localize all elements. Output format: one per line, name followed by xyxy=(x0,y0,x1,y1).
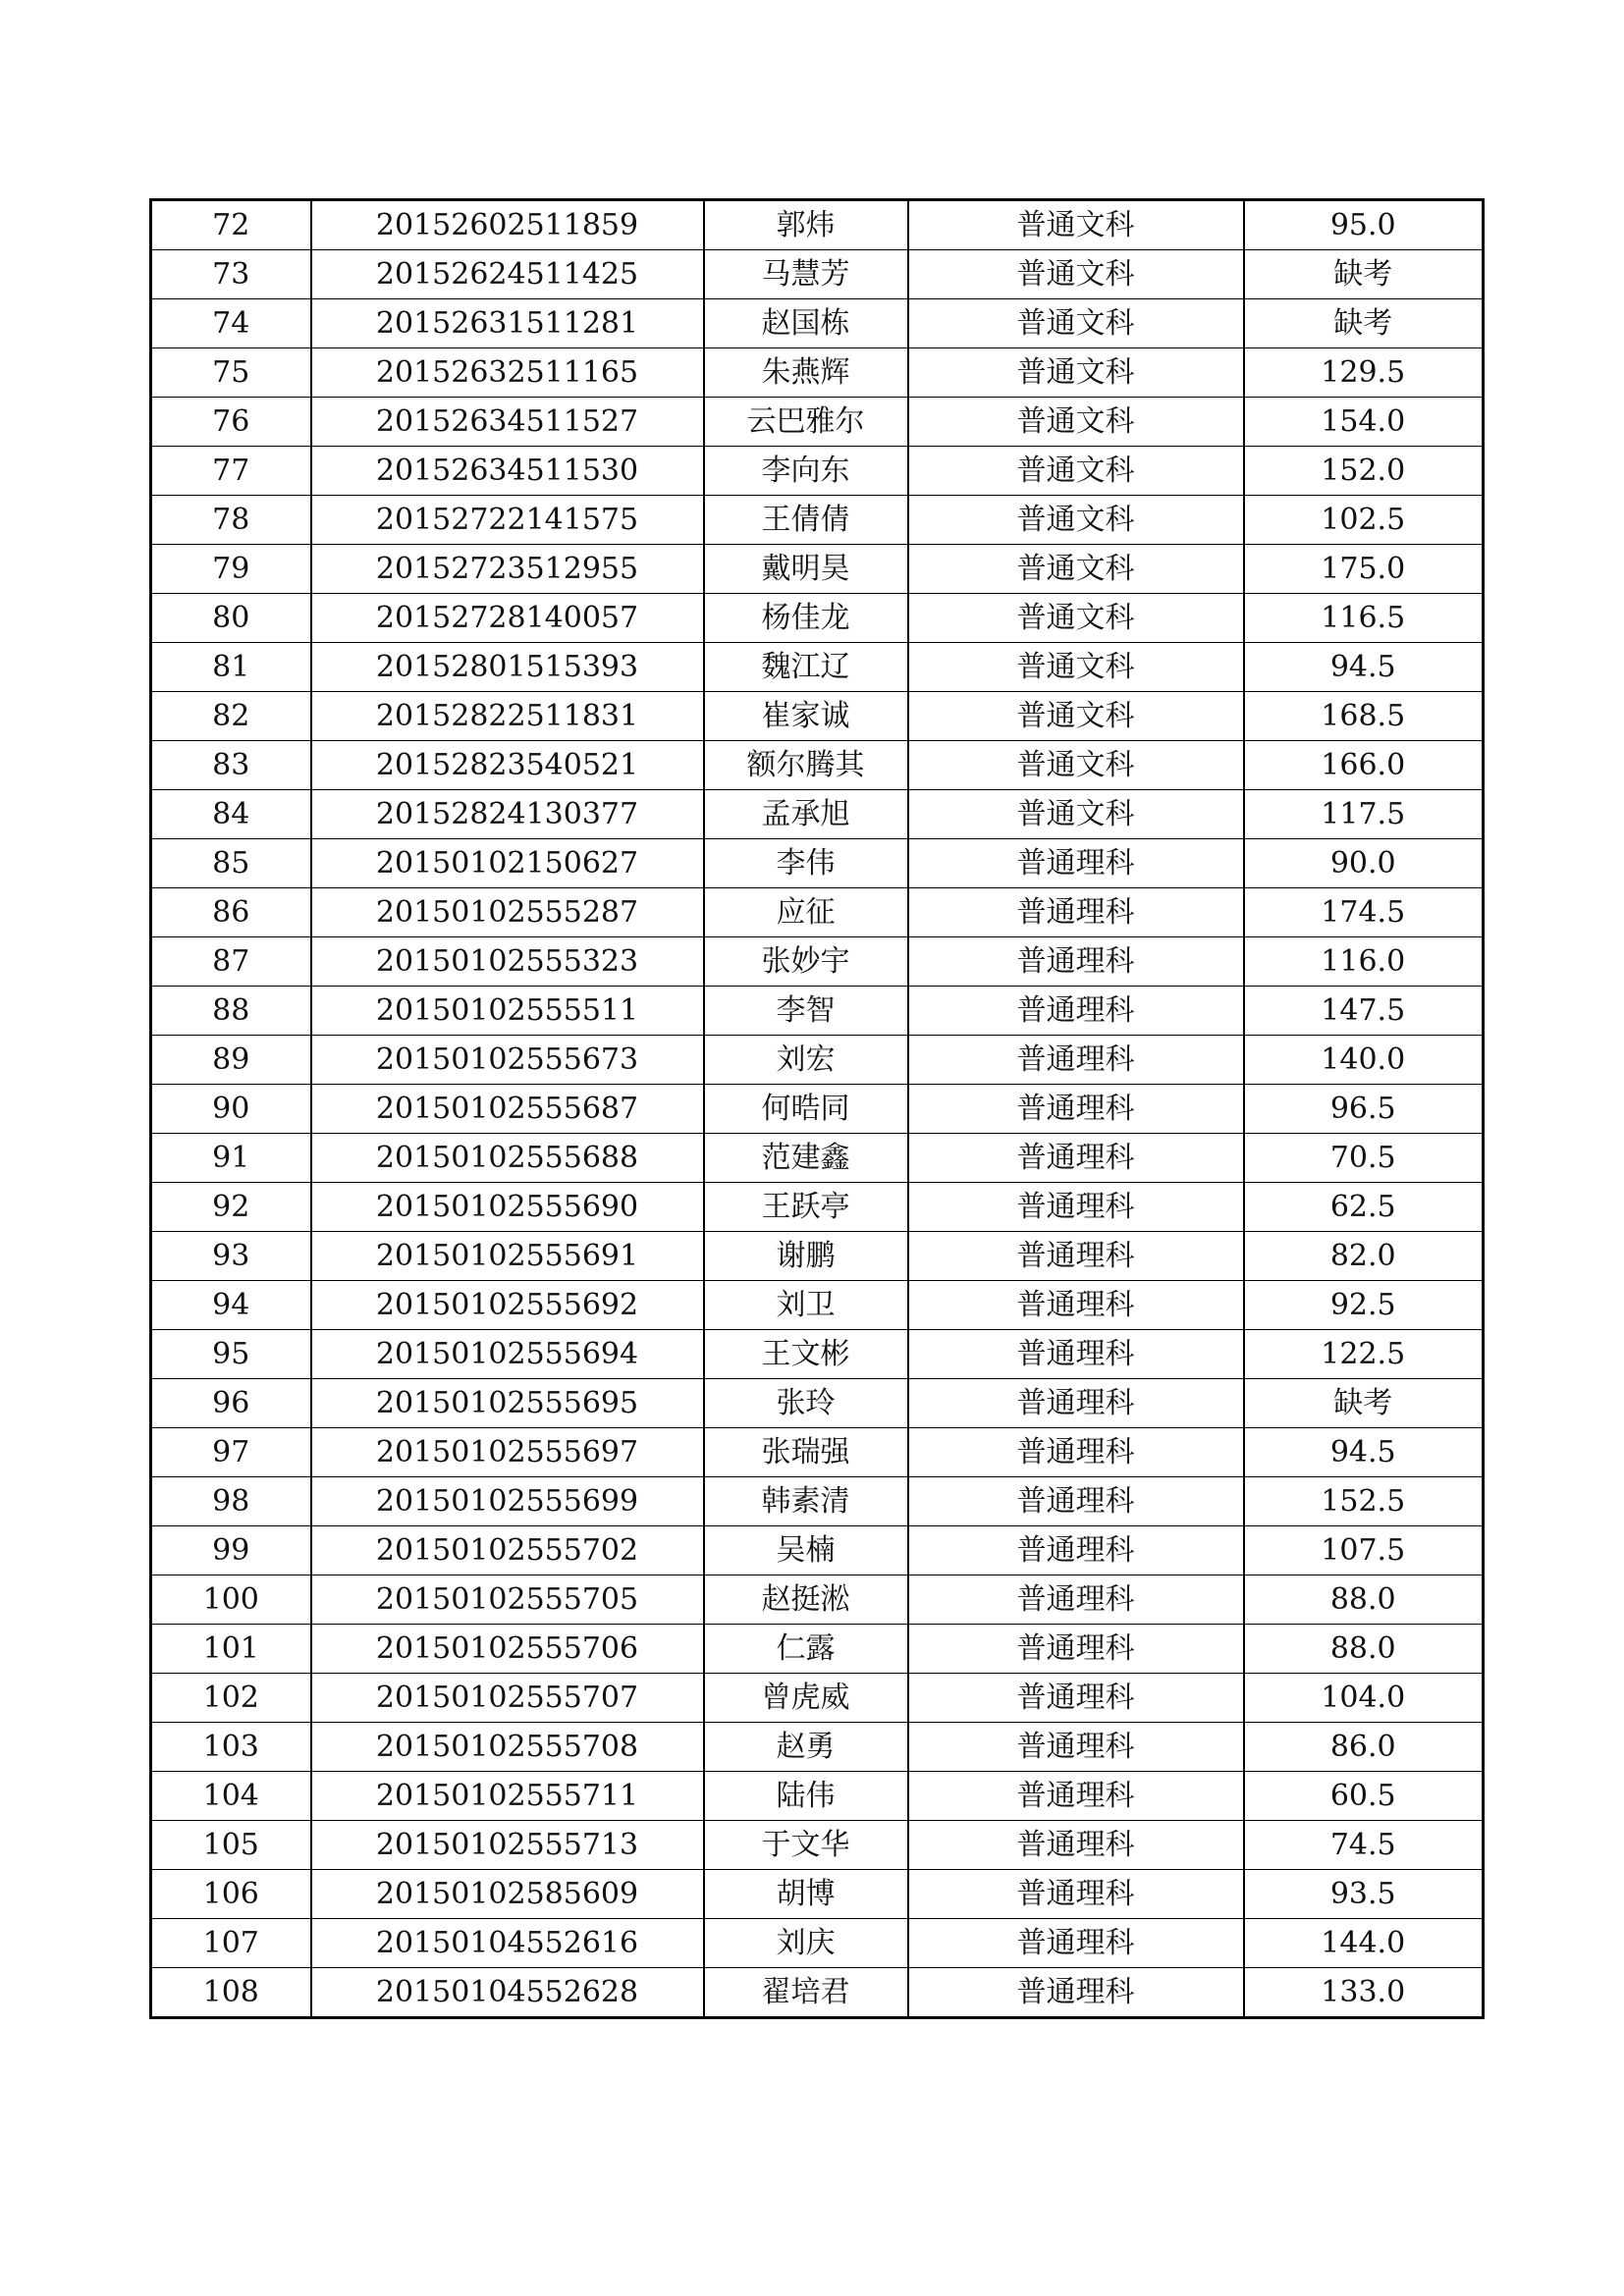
student-name: 孟承旭 xyxy=(704,790,908,839)
table-row xyxy=(151,643,1484,692)
row-number: 86 xyxy=(151,888,311,937)
exam-id: 20150102555694 xyxy=(311,1330,704,1379)
score-value: 147.5 xyxy=(1244,987,1484,1036)
subject-category: 普通理科 xyxy=(908,1674,1244,1723)
subject-category: 普通理科 xyxy=(908,1870,1244,1919)
score-table xyxy=(149,198,1485,2019)
subject-category: 普通理科 xyxy=(908,1575,1244,1625)
score-value: 94.5 xyxy=(1244,643,1484,692)
subject-category: 普通理科 xyxy=(908,1036,1244,1085)
score-value: 95.0 xyxy=(1244,200,1484,250)
student-name: 张妙宇 xyxy=(704,937,908,987)
score-value: 90.0 xyxy=(1244,839,1484,888)
exam-id: 20152728140057 xyxy=(311,594,704,643)
subject-category: 普通理科 xyxy=(908,1085,1244,1134)
score-value: 102.5 xyxy=(1244,496,1484,545)
score-value: 缺考 xyxy=(1244,250,1484,299)
table-row xyxy=(151,200,1484,250)
exam-id: 20152634511527 xyxy=(311,398,704,447)
subject-category: 普通理科 xyxy=(908,1723,1244,1772)
score-value: 116.5 xyxy=(1244,594,1484,643)
row-number: 90 xyxy=(151,1085,311,1134)
subject-category: 普通理科 xyxy=(908,1968,1244,2018)
row-number: 78 xyxy=(151,496,311,545)
subject-category: 普通文科 xyxy=(908,643,1244,692)
table-row xyxy=(151,299,1484,348)
row-number: 73 xyxy=(151,250,311,299)
row-number: 107 xyxy=(151,1919,311,1968)
exam-id: 20150102555702 xyxy=(311,1526,704,1575)
row-number: 96 xyxy=(151,1379,311,1428)
student-name: 范建鑫 xyxy=(704,1134,908,1183)
row-number: 91 xyxy=(151,1134,311,1183)
subject-category: 普通理科 xyxy=(908,1526,1244,1575)
row-number: 88 xyxy=(151,987,311,1036)
subject-category: 普通文科 xyxy=(908,348,1244,398)
row-number: 101 xyxy=(151,1625,311,1674)
score-value: 122.5 xyxy=(1244,1330,1484,1379)
subject-category: 普通文科 xyxy=(908,545,1244,594)
student-name: 王文彬 xyxy=(704,1330,908,1379)
subject-category: 普通理科 xyxy=(908,1330,1244,1379)
score-value: 152.0 xyxy=(1244,447,1484,496)
score-value: 缺考 xyxy=(1244,299,1484,348)
student-name: 朱燕辉 xyxy=(704,348,908,398)
student-name: 王跃亭 xyxy=(704,1183,908,1232)
score-rows xyxy=(151,200,1484,2018)
score-value: 107.5 xyxy=(1244,1526,1484,1575)
row-number: 108 xyxy=(151,1968,311,2018)
student-name: 刘庆 xyxy=(704,1919,908,1968)
subject-category: 普通理科 xyxy=(908,888,1244,937)
student-name: 魏江辽 xyxy=(704,643,908,692)
score-value: 82.0 xyxy=(1244,1232,1484,1281)
table-row xyxy=(151,1183,1484,1232)
exam-id: 20150102555691 xyxy=(311,1232,704,1281)
student-name: 刘卫 xyxy=(704,1281,908,1330)
table-row xyxy=(151,1526,1484,1575)
table-row xyxy=(151,937,1484,987)
student-name: 谢鹏 xyxy=(704,1232,908,1281)
exam-id: 20152723512955 xyxy=(311,545,704,594)
exam-id: 20150102555708 xyxy=(311,1723,704,1772)
subject-category: 普通理科 xyxy=(908,1183,1244,1232)
exam-id: 20150102150627 xyxy=(311,839,704,888)
subject-category: 普通理科 xyxy=(908,1625,1244,1674)
exam-id: 20152801515393 xyxy=(311,643,704,692)
row-number: 89 xyxy=(151,1036,311,1085)
score-value: 175.0 xyxy=(1244,545,1484,594)
table-row xyxy=(151,496,1484,545)
score-value: 93.5 xyxy=(1244,1870,1484,1919)
subject-category: 普通文科 xyxy=(908,299,1244,348)
student-name: 马慧芳 xyxy=(704,250,908,299)
exam-id: 20150104552628 xyxy=(311,1968,704,2018)
score-value: 144.0 xyxy=(1244,1919,1484,1968)
exam-id: 20150102555699 xyxy=(311,1477,704,1526)
student-name: 李智 xyxy=(704,987,908,1036)
student-name: 李向东 xyxy=(704,447,908,496)
subject-category: 普通理科 xyxy=(908,1379,1244,1428)
exam-id: 20150102555687 xyxy=(311,1085,704,1134)
student-name: 崔家诚 xyxy=(704,692,908,741)
student-name: 额尔腾其 xyxy=(704,741,908,790)
row-number: 105 xyxy=(151,1821,311,1870)
exam-id: 20152602511859 xyxy=(311,200,704,250)
score-value: 104.0 xyxy=(1244,1674,1484,1723)
subject-category: 普通文科 xyxy=(908,790,1244,839)
row-number: 92 xyxy=(151,1183,311,1232)
student-name: 何晧同 xyxy=(704,1085,908,1134)
table-row xyxy=(151,594,1484,643)
table-row xyxy=(151,1968,1484,2018)
row-number: 95 xyxy=(151,1330,311,1379)
exam-id: 20150102555711 xyxy=(311,1772,704,1821)
table-row xyxy=(151,1575,1484,1625)
subject-category: 普通理科 xyxy=(908,1772,1244,1821)
subject-category: 普通理科 xyxy=(908,1919,1244,1968)
student-name: 张玲 xyxy=(704,1379,908,1428)
student-name: 赵勇 xyxy=(704,1723,908,1772)
exam-id: 20150102585609 xyxy=(311,1870,704,1919)
student-name: 赵挺淞 xyxy=(704,1575,908,1625)
exam-id: 20150102555697 xyxy=(311,1428,704,1477)
table-row xyxy=(151,1821,1484,1870)
score-value: 117.5 xyxy=(1244,790,1484,839)
exam-id: 20150102555673 xyxy=(311,1036,704,1085)
table-row xyxy=(151,1232,1484,1281)
student-name: 张瑞强 xyxy=(704,1428,908,1477)
table-row xyxy=(151,1919,1484,1968)
subject-category: 普通文科 xyxy=(908,496,1244,545)
table-row xyxy=(151,1036,1484,1085)
score-value: 166.0 xyxy=(1244,741,1484,790)
subject-category: 普通理科 xyxy=(908,987,1244,1036)
table-row xyxy=(151,447,1484,496)
row-number: 83 xyxy=(151,741,311,790)
score-value: 62.5 xyxy=(1244,1183,1484,1232)
exam-id: 20150102555713 xyxy=(311,1821,704,1870)
score-value: 140.0 xyxy=(1244,1036,1484,1085)
student-name: 戴明昊 xyxy=(704,545,908,594)
score-value: 96.5 xyxy=(1244,1085,1484,1134)
exam-id: 20152634511530 xyxy=(311,447,704,496)
student-name: 吴楠 xyxy=(704,1526,908,1575)
exam-id: 20152823540521 xyxy=(311,741,704,790)
subject-category: 普通文科 xyxy=(908,398,1244,447)
table-row xyxy=(151,692,1484,741)
student-name: 曾虎威 xyxy=(704,1674,908,1723)
exam-id: 20150102555323 xyxy=(311,937,704,987)
row-number: 103 xyxy=(151,1723,311,1772)
score-value: 116.0 xyxy=(1244,937,1484,987)
table-row xyxy=(151,1428,1484,1477)
subject-category: 普通文科 xyxy=(908,250,1244,299)
exam-id: 20150102555688 xyxy=(311,1134,704,1183)
subject-category: 普通理科 xyxy=(908,1232,1244,1281)
table-row xyxy=(151,1772,1484,1821)
score-value: 86.0 xyxy=(1244,1723,1484,1772)
score-value: 152.5 xyxy=(1244,1477,1484,1526)
score-value: 88.0 xyxy=(1244,1625,1484,1674)
table-row xyxy=(151,741,1484,790)
student-name: 陆伟 xyxy=(704,1772,908,1821)
row-number: 104 xyxy=(151,1772,311,1821)
table-row xyxy=(151,987,1484,1036)
row-number: 72 xyxy=(151,200,311,250)
subject-category: 普通理科 xyxy=(908,1281,1244,1330)
student-name: 刘宏 xyxy=(704,1036,908,1085)
row-number: 106 xyxy=(151,1870,311,1919)
exam-id: 20150102555706 xyxy=(311,1625,704,1674)
score-value: 92.5 xyxy=(1244,1281,1484,1330)
subject-category: 普通文科 xyxy=(908,692,1244,741)
student-name: 翟培君 xyxy=(704,1968,908,2018)
score-value: 168.5 xyxy=(1244,692,1484,741)
row-number: 102 xyxy=(151,1674,311,1723)
student-name: 李伟 xyxy=(704,839,908,888)
table-row xyxy=(151,790,1484,839)
score-value: 174.5 xyxy=(1244,888,1484,937)
score-value: 88.0 xyxy=(1244,1575,1484,1625)
student-name: 赵国栋 xyxy=(704,299,908,348)
student-name: 胡博 xyxy=(704,1870,908,1919)
table-row xyxy=(151,1723,1484,1772)
exam-id: 20152632511165 xyxy=(311,348,704,398)
row-number: 76 xyxy=(151,398,311,447)
subject-category: 普通理科 xyxy=(908,1477,1244,1526)
table-row xyxy=(151,1870,1484,1919)
exam-id: 20150102555692 xyxy=(311,1281,704,1330)
row-number: 81 xyxy=(151,643,311,692)
row-number: 99 xyxy=(151,1526,311,1575)
score-value: 60.5 xyxy=(1244,1772,1484,1821)
student-name: 郭炜 xyxy=(704,200,908,250)
score-value: 74.5 xyxy=(1244,1821,1484,1870)
subject-category: 普通文科 xyxy=(908,741,1244,790)
row-number: 87 xyxy=(151,937,311,987)
score-value: 70.5 xyxy=(1244,1134,1484,1183)
student-name: 于文华 xyxy=(704,1821,908,1870)
subject-category: 普通理科 xyxy=(908,839,1244,888)
score-value: 94.5 xyxy=(1244,1428,1484,1477)
exam-id: 20150102555511 xyxy=(311,987,704,1036)
table-row xyxy=(151,1134,1484,1183)
student-name: 应征 xyxy=(704,888,908,937)
exam-id: 20152624511425 xyxy=(311,250,704,299)
row-number: 75 xyxy=(151,348,311,398)
exam-id: 20152631511281 xyxy=(311,299,704,348)
subject-category: 普通文科 xyxy=(908,594,1244,643)
table-row xyxy=(151,1674,1484,1723)
subject-category: 普通理科 xyxy=(908,1134,1244,1183)
student-name: 王倩倩 xyxy=(704,496,908,545)
exam-id: 20150102555287 xyxy=(311,888,704,937)
exam-id: 20152822511831 xyxy=(311,692,704,741)
subject-category: 普通理科 xyxy=(908,937,1244,987)
exam-id: 20150102555695 xyxy=(311,1379,704,1428)
table-row xyxy=(151,888,1484,937)
student-name: 杨佳龙 xyxy=(704,594,908,643)
exam-id: 20150102555690 xyxy=(311,1183,704,1232)
subject-category: 普通理科 xyxy=(908,1428,1244,1477)
table-row xyxy=(151,839,1484,888)
row-number: 97 xyxy=(151,1428,311,1477)
table-row xyxy=(151,1281,1484,1330)
table-row xyxy=(151,250,1484,299)
table-row xyxy=(151,1330,1484,1379)
exam-id: 20152722141575 xyxy=(311,496,704,545)
exam-id: 20152824130377 xyxy=(311,790,704,839)
row-number: 100 xyxy=(151,1575,311,1625)
row-number: 84 xyxy=(151,790,311,839)
row-number: 82 xyxy=(151,692,311,741)
score-value: 缺考 xyxy=(1244,1379,1484,1428)
score-value: 129.5 xyxy=(1244,348,1484,398)
student-name: 仁露 xyxy=(704,1625,908,1674)
row-number: 79 xyxy=(151,545,311,594)
row-number: 93 xyxy=(151,1232,311,1281)
row-number: 80 xyxy=(151,594,311,643)
row-number: 94 xyxy=(151,1281,311,1330)
table-row xyxy=(151,1477,1484,1526)
table-row xyxy=(151,1625,1484,1674)
row-number: 74 xyxy=(151,299,311,348)
student-name: 云巴雅尔 xyxy=(704,398,908,447)
table-row xyxy=(151,1085,1484,1134)
exam-id: 20150102555705 xyxy=(311,1575,704,1625)
table-row xyxy=(151,348,1484,398)
table-row xyxy=(151,1379,1484,1428)
row-number: 85 xyxy=(151,839,311,888)
score-value: 154.0 xyxy=(1244,398,1484,447)
subject-category: 普通文科 xyxy=(908,447,1244,496)
student-name: 韩素清 xyxy=(704,1477,908,1526)
exam-id: 20150102555707 xyxy=(311,1674,704,1723)
exam-id: 20150104552616 xyxy=(311,1919,704,1968)
subject-category: 普通理科 xyxy=(908,1821,1244,1870)
table-row xyxy=(151,545,1484,594)
row-number: 77 xyxy=(151,447,311,496)
row-number: 98 xyxy=(151,1477,311,1526)
score-value: 133.0 xyxy=(1244,1968,1484,2018)
table-row xyxy=(151,398,1484,447)
subject-category: 普通文科 xyxy=(908,200,1244,250)
